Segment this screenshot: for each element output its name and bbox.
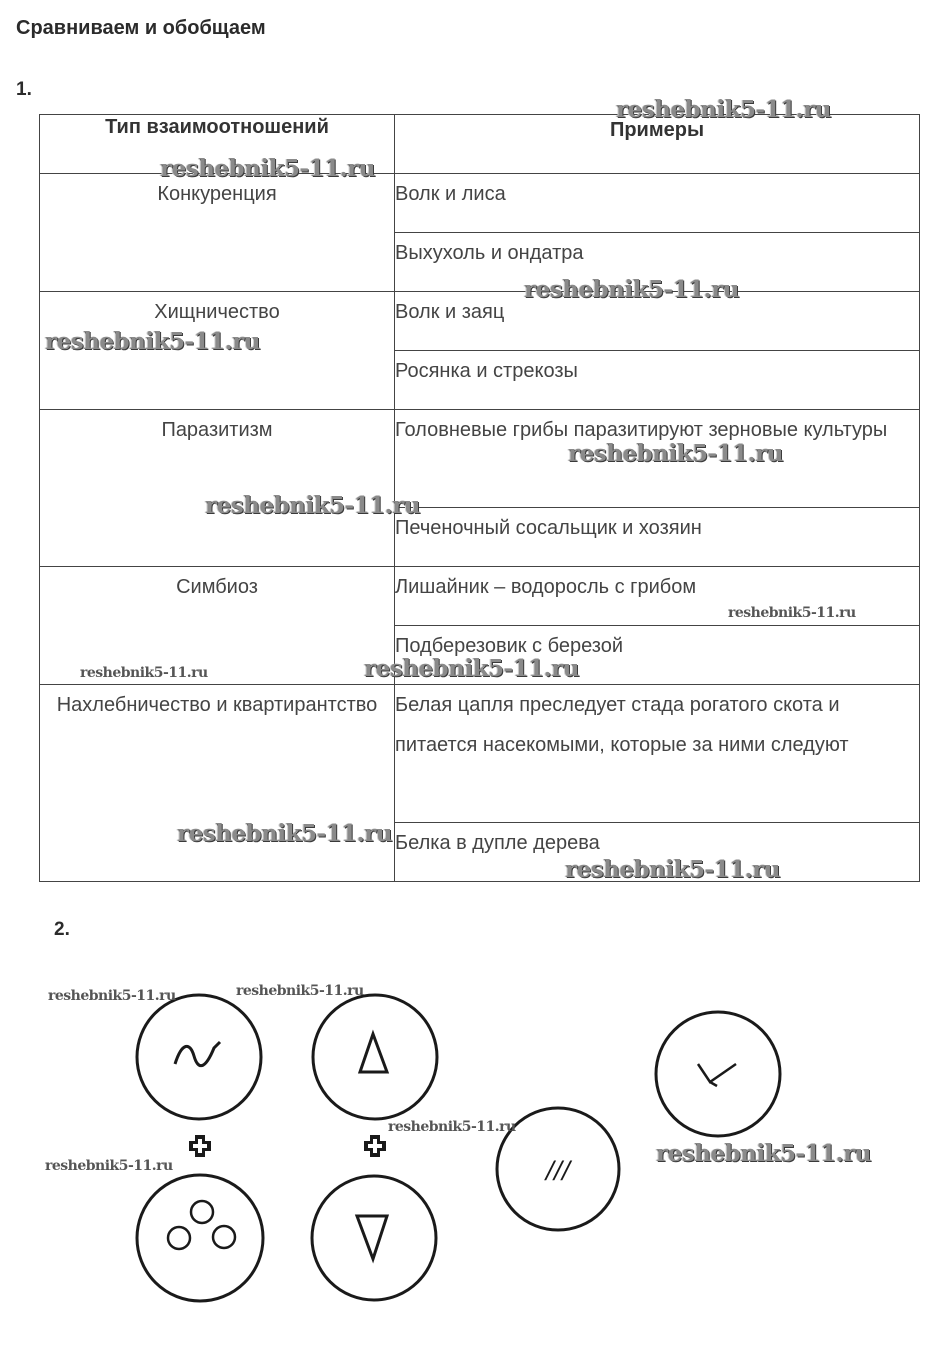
type-cell-parasitism: Паразитизм — [40, 410, 395, 567]
watermark: reshebnik5-11.ru — [45, 328, 260, 355]
plus-icon — [364, 1135, 386, 1157]
example-cell: Росянка и стрекозы — [395, 351, 920, 410]
watermark: reshebnik5-11.ru — [48, 988, 176, 1004]
example-cell: Печеночный сосальщик и хозяин — [395, 508, 920, 567]
page-title: Сравниваем и обобщаем — [16, 17, 266, 39]
example-cell: Белая цапля преследует стада рогатого скота и питается насекомыми, которые за ними следуют — [395, 685, 920, 823]
example-cell: Головневые грибы паразитируют зерновые культуры — [395, 410, 920, 508]
watermark: reshebnik5-11.ru — [80, 665, 208, 681]
slashes-text: /// — [545, 1156, 571, 1184]
watermark: reshebnik5-11.ru — [45, 1158, 173, 1174]
watermark: reshebnik5-11.ru — [524, 276, 739, 303]
triangle-down-symbol — [312, 1176, 436, 1300]
watermark: reshebnik5-11.ru — [205, 492, 420, 519]
table-row — [40, 685, 920, 823]
watermark: reshebnik5-11.ru — [177, 820, 392, 847]
example-cell: Волк и заяц — [395, 292, 920, 351]
arrow-down-symbol — [656, 1012, 780, 1136]
watermark: reshebnik5-11.ru — [728, 605, 856, 621]
example-cell: Белка в дупле дерева — [395, 823, 920, 882]
watermark: reshebnik5-11.ru — [388, 1119, 516, 1135]
type-cell-competition: Конкуренция — [40, 174, 395, 292]
type-cell-predation: Хищничество — [40, 292, 395, 410]
example-cell: Лишайник – водоросль с грибом — [395, 567, 920, 626]
watermark: reshebnik5-11.ru — [568, 440, 783, 467]
triangle-up-symbol — [313, 995, 437, 1119]
watermark: reshebnik5-11.ru — [236, 983, 364, 999]
type-cell-commensalism: Нахлебничество и квартирантство — [40, 685, 395, 882]
type-cell-symbiosis: Симбиоз — [40, 567, 395, 685]
header-examples: Примеры — [609, 119, 705, 141]
watermark: reshebnik5-11.ru — [656, 1140, 871, 1167]
example-cell: Выхухоль и ондатра — [395, 233, 920, 292]
task-2-number: 2. — [54, 919, 70, 940]
example-cell: Волк и лиса — [395, 174, 920, 233]
watermark: reshebnik5-11.ru — [160, 155, 375, 182]
table-row — [40, 410, 920, 508]
task-1-number: 1. — [16, 79, 32, 100]
three-circles-symbol — [137, 1175, 263, 1301]
example-cell: Подберезовик с березой — [395, 626, 920, 685]
relationships-table — [39, 114, 920, 882]
table-row — [40, 174, 920, 233]
header-type: Тип взаимоотношений — [105, 116, 329, 138]
wave-symbol — [137, 995, 261, 1119]
watermark: reshebnik5-11.ru — [616, 96, 831, 123]
watermark: reshebnik5-11.ru — [364, 655, 579, 682]
watermark: reshebnik5-11.ru — [565, 856, 780, 883]
plus-icon — [189, 1135, 211, 1157]
